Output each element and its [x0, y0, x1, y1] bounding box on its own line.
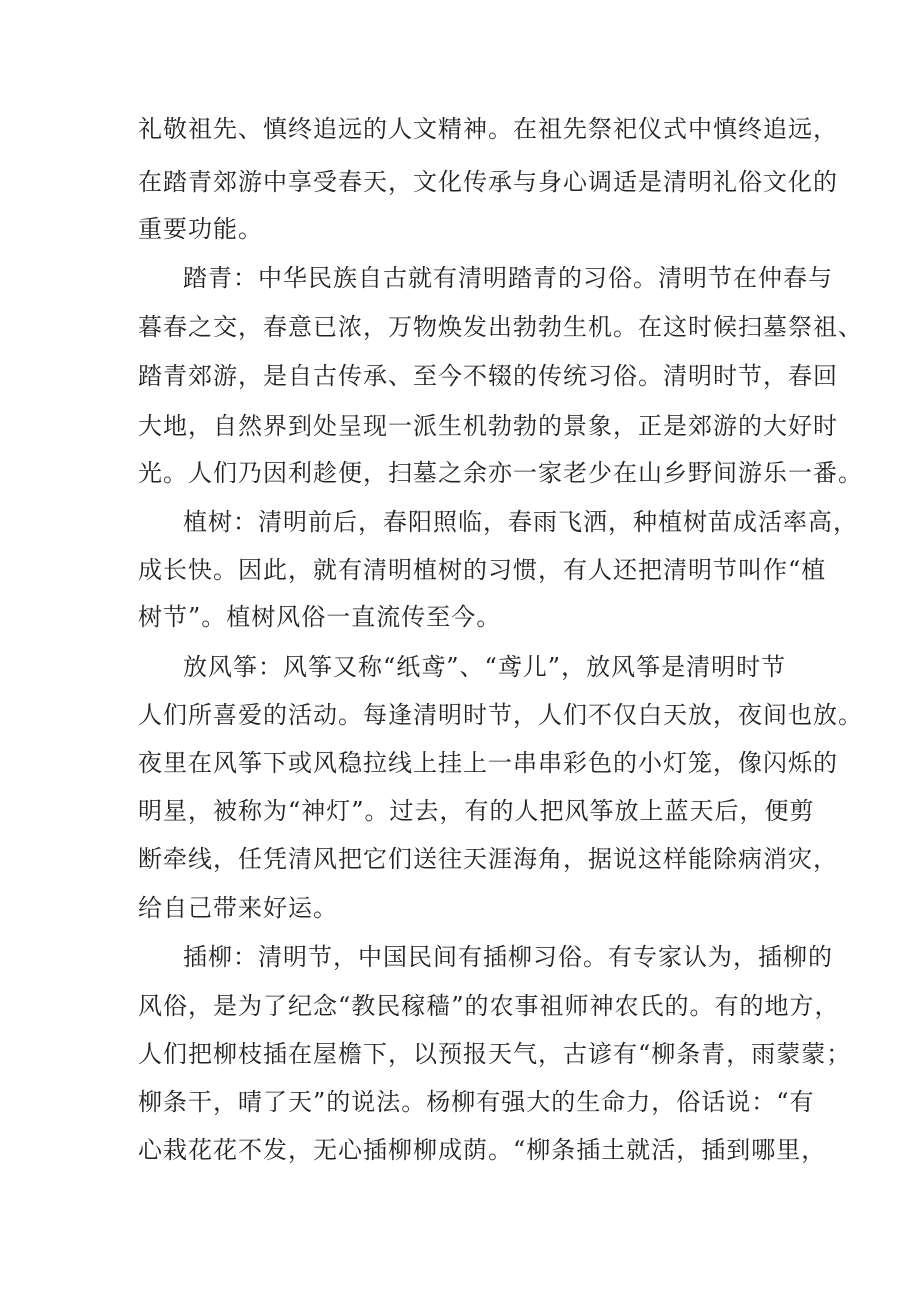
paragraph-first-line: 插柳：清明节，中国民间有插柳习俗。有专家认为，插柳的: [183, 943, 833, 971]
text-line: 成长快。因此，就有清明植树的习惯，有人还把清明节叫作“植: [138, 556, 827, 584]
text-line: 踏青郊游，是自古传承、至今不辍的传统习俗。清明时节，春回: [138, 362, 838, 390]
text-line: 断牵线，任凭清风把它们送往天涯海角，据说这样能除病消灾，: [138, 845, 838, 873]
text-line: 柳条干，晴了天”的说法。杨柳有强大的生命力，俗话说：“有: [138, 1088, 815, 1116]
text-line: 给自己带来好运。: [138, 894, 338, 922]
text-line: 风俗，是为了纪念“教民稼穑”的农事祖师神农氏的。有的地方，: [138, 992, 840, 1020]
text-line: 明星，被称为“神灯”。过去，有的人把风筝放上蓝天后，便剪: [138, 797, 815, 825]
text-line: 暮春之交，春意已浓，万物焕发出勃勃生机。在这时候扫墓祭祖、: [138, 313, 863, 341]
text-line: 夜里在风筝下或风稳拉线上挂上一串串彩色的小灯笼，像闪烁的: [138, 749, 838, 777]
text-line: 人们所喜爱的活动。每逢清明时节，人们不仅白天放，夜间也放。: [138, 701, 863, 729]
paragraph-first-line: 踏青：中华民族自古就有清明踏青的习俗。清明节在仲春与: [183, 264, 833, 292]
text-line: 人们把柳枝插在屋檐下，以预报天气，古谚有“柳条青，雨蒙蒙；: [138, 1040, 852, 1068]
text-line: 重要功能。: [138, 215, 263, 243]
text-line: 光。人们乃因利趁便，扫墓之余亦一家老少在山乡野间游乐一番。: [138, 459, 863, 487]
text-line: 树节”。植树风俗一直流传至今。: [138, 603, 502, 631]
paragraph-first-line: 植树：清明前后，春阳照临，春雨飞洒，种植树苗成活率高，: [183, 508, 858, 536]
text-line: 大地，自然界到处呈现一派生机勃勃的景象，正是郊游的大好时: [138, 412, 838, 440]
text-line: 心栽花花不发，无心插柳柳成荫。“柳条插土就活，插到哪里，: [138, 1136, 827, 1164]
paragraph-first-line: 放风筝：风筝又称“纸鸢”、“鸢儿”，放风筝是清明时节: [183, 653, 787, 681]
text-line: 在踏青郊游中享受春天，文化传承与身心调适是清明礼俗文化的: [138, 168, 838, 196]
text-line: 礼敬祖先、慎终追远的人文精神。在祖先祭祀仪式中慎终追远，: [138, 115, 838, 143]
